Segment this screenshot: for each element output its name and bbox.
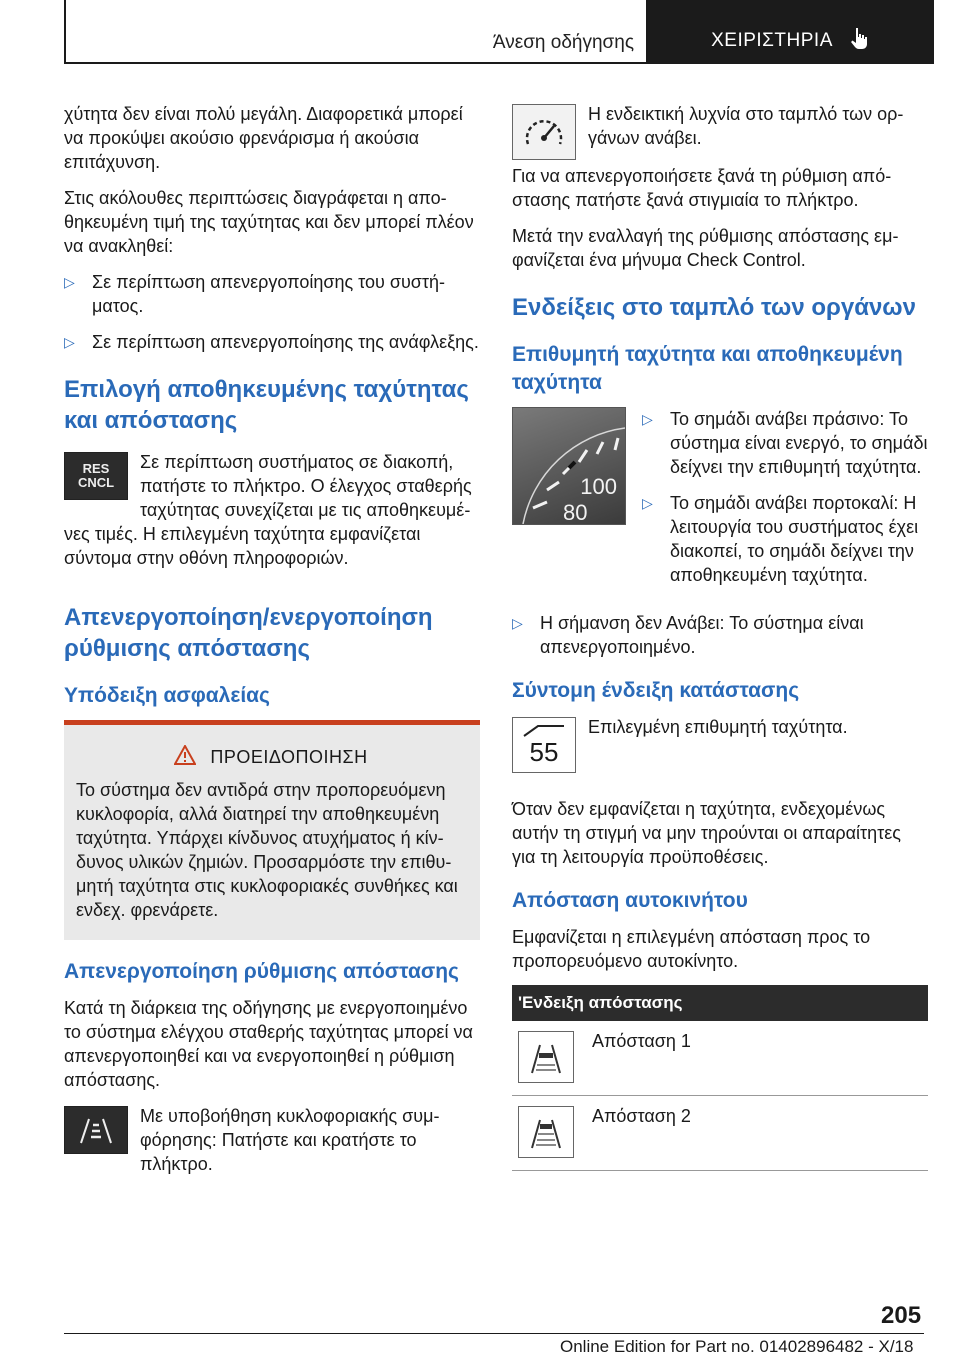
heading-desired-speed: Επιθυμητή ταχύτητα και αποθηκευμένη ταχύτητα bbox=[512, 343, 903, 394]
warning-title bbox=[76, 745, 466, 770]
paragraph: Στις ακόλουθες περιπτώσεις διαγράφεται η αποθηκευμένη τιμή της ταχύτητας και δεν μπορεί πλέον να ανακληθεί: bbox=[64, 188, 474, 256]
footer-divider bbox=[64, 1333, 924, 1334]
bullet-list bbox=[64, 270, 480, 354]
header-chapter bbox=[648, 0, 934, 64]
paragraph: Μετά την εναλλαγή της ρύθμισης απόστασης εμφανίζεται ένα μήνυμα Check Control. bbox=[512, 226, 899, 270]
header-section-label: Άνεση οδήγησης bbox=[492, 32, 634, 53]
table-cell: Απόσταση 2 bbox=[586, 1096, 928, 1171]
paragraph: Για να απενεργοποιήσετε ξανά τη ρύθμιση απόστασης πατήστε ξανά στιγμιαία το πλήκτρο. bbox=[512, 166, 892, 210]
paragraph: Επιλεγμένη επιθυμητή ταχύτητα. bbox=[588, 717, 848, 737]
table-header: 'Ενδειξη απόστασης bbox=[512, 985, 928, 1021]
heading-dashboard: Ενδείξεις στο ταμπλό των οργάνων bbox=[512, 294, 916, 321]
list-item: ▷ Το σημάδι ανάβει πορτοκαλί: Η λειτουργία του συστήματος έχει διακοπεί, το σημάδι δείχνει την αποθηκευμένη ταχύτητα. bbox=[642, 491, 928, 587]
speedometer-indicator-icon bbox=[512, 104, 576, 160]
heading-toggle-distance: Απενεργοποίηση/ενεργοποίηση ρύθμισης απόστασης bbox=[64, 604, 433, 662]
distance-1-icon bbox=[518, 1031, 574, 1083]
bullet-list bbox=[642, 407, 928, 599]
paragraph: Εμφανίζεται η επιλεγμένη απόσταση προς το προπορευόμενο αυτοκίνητο. bbox=[512, 927, 871, 971]
distance-table bbox=[512, 985, 928, 1171]
gauge-label-100: 100 bbox=[580, 474, 617, 499]
speedometer-gauge-image bbox=[512, 407, 626, 525]
warning-box bbox=[64, 720, 480, 940]
header-chapter-label: ΧΕΙΡΙΣΤΗΡΙΑ bbox=[711, 30, 833, 51]
footer-edition: Online Edition for Part no. 01402896482 - X/18 bbox=[560, 1337, 914, 1356]
speed-55-indicator-icon bbox=[512, 717, 576, 773]
heading-status-display: Σύντομη ένδειξη κατάστασης bbox=[512, 679, 800, 702]
paragraph: Κατά τη διάρκεια της οδήγησης με ενεργοποιημένο το σύστημα ελέγχου σταθερής ταχύτητας μπορεί να απενεργοποιηθεί και να ενεργοποιηθεί η ρύθμιση απόστασης. bbox=[64, 998, 473, 1090]
list-item: ▷ Σε περίπτωση απενεργοποίησης του συστήματος. bbox=[64, 270, 480, 318]
speed-55-value: 55 bbox=[529, 737, 559, 767]
heading-safety-note: Υπόδειξη ασφαλείας bbox=[64, 684, 270, 707]
bullet-list bbox=[512, 611, 928, 659]
cncl-label: CNCL bbox=[77, 475, 115, 490]
paragraph: Σε περίπτωση συστήματος σε διακοπή, πατήστε το πλήκτρο. Ο έλεγχος σταθερής ταχύτητας συνεχίζεται με τις αποθηκευμένες τιμές. Η επιλεγμένη ταχύτητα εμφανίζεται σύντομα στην οθόνη πληροφοριών. bbox=[64, 452, 472, 568]
right-column bbox=[512, 102, 928, 1171]
list-item: ▷ Το σημάδι ανάβει πράσινο: Το σύστημα είναι ενεργό, το σημάδι δείχνει την επιθυμητή ταχύτητα. bbox=[642, 407, 928, 479]
gauge-label-80: 80 bbox=[563, 500, 588, 525]
table-cell: Απόσταση 1 bbox=[586, 1021, 928, 1096]
gauge-section bbox=[512, 407, 928, 611]
table-row bbox=[512, 1021, 928, 1096]
warning-title-text: ΠΡΟΕΙΔΟΠΟΙΗΣΗ bbox=[210, 747, 368, 767]
distance-control-button-icon bbox=[64, 1106, 128, 1154]
left-column bbox=[64, 102, 480, 1188]
table-row bbox=[512, 1096, 928, 1171]
paragraph: χύτητα δεν είναι πολύ μεγάλη. Διαφορετικά μπορεί να προκύψει ακούσιο φρενάρισμα ή ακούσια επιτάχυνση. bbox=[64, 104, 463, 172]
page-number: 205 bbox=[881, 1302, 922, 1329]
distance-2-icon bbox=[518, 1106, 574, 1158]
heading-saved-speed: Επιλογή αποθηκευμένης ταχύτητας και απόστασης bbox=[64, 376, 469, 434]
list-item: ▷ Η σήμανση δεν Ανάβει: Το σύστημα είναι απενεργοποιημένο. bbox=[512, 611, 928, 659]
paragraph: Η ενδεικτική λυχνία στο ταμπλό των οργάνων ανάβει. bbox=[588, 104, 904, 148]
heading-vehicle-distance: Απόσταση αυτοκινήτου bbox=[512, 889, 748, 912]
res-cncl-button-icon bbox=[64, 452, 128, 500]
paragraph: Με υποβοήθηση κυκλοφοριακής συμφόρησης: Πατήστε και κρατήστε το πλήκτρο. bbox=[140, 1106, 440, 1174]
res-label: RES bbox=[82, 461, 110, 476]
list-item: ▷ Σε περίπτωση απενεργοποίησης της ανάφλεξης. bbox=[64, 330, 480, 354]
paragraph: Όταν δεν εμφανίζεται η ταχύτητα, ενδεχομένως αυτήν τη στιγμή να μην τηρούνται οι απαραίτητες για τη λειτουργία προϋποθέσεις. bbox=[512, 799, 901, 867]
heading-deactivate: Απενεργοποίηση ρύθμισης απόστασης bbox=[64, 960, 459, 983]
warning-triangle-icon bbox=[174, 745, 196, 770]
hand-pointer-icon bbox=[847, 26, 871, 56]
warning-text: Το σύστημα δεν αντιδρά στην προπορευόμενη κυκλοφορία, αλλά διατηρεί την αποθηκευμένη ταχύτητα. Υπάρχει κίνδυνος ατυχήματος ή κίνδυνος υλικών ζημιών. Προσαρμόστε την επιθυμητή ταχύτητα στις κυκλοφοριακές συνθήκες και ενδεχ. φρενάρετε. bbox=[76, 780, 458, 920]
header-section bbox=[64, 0, 648, 64]
